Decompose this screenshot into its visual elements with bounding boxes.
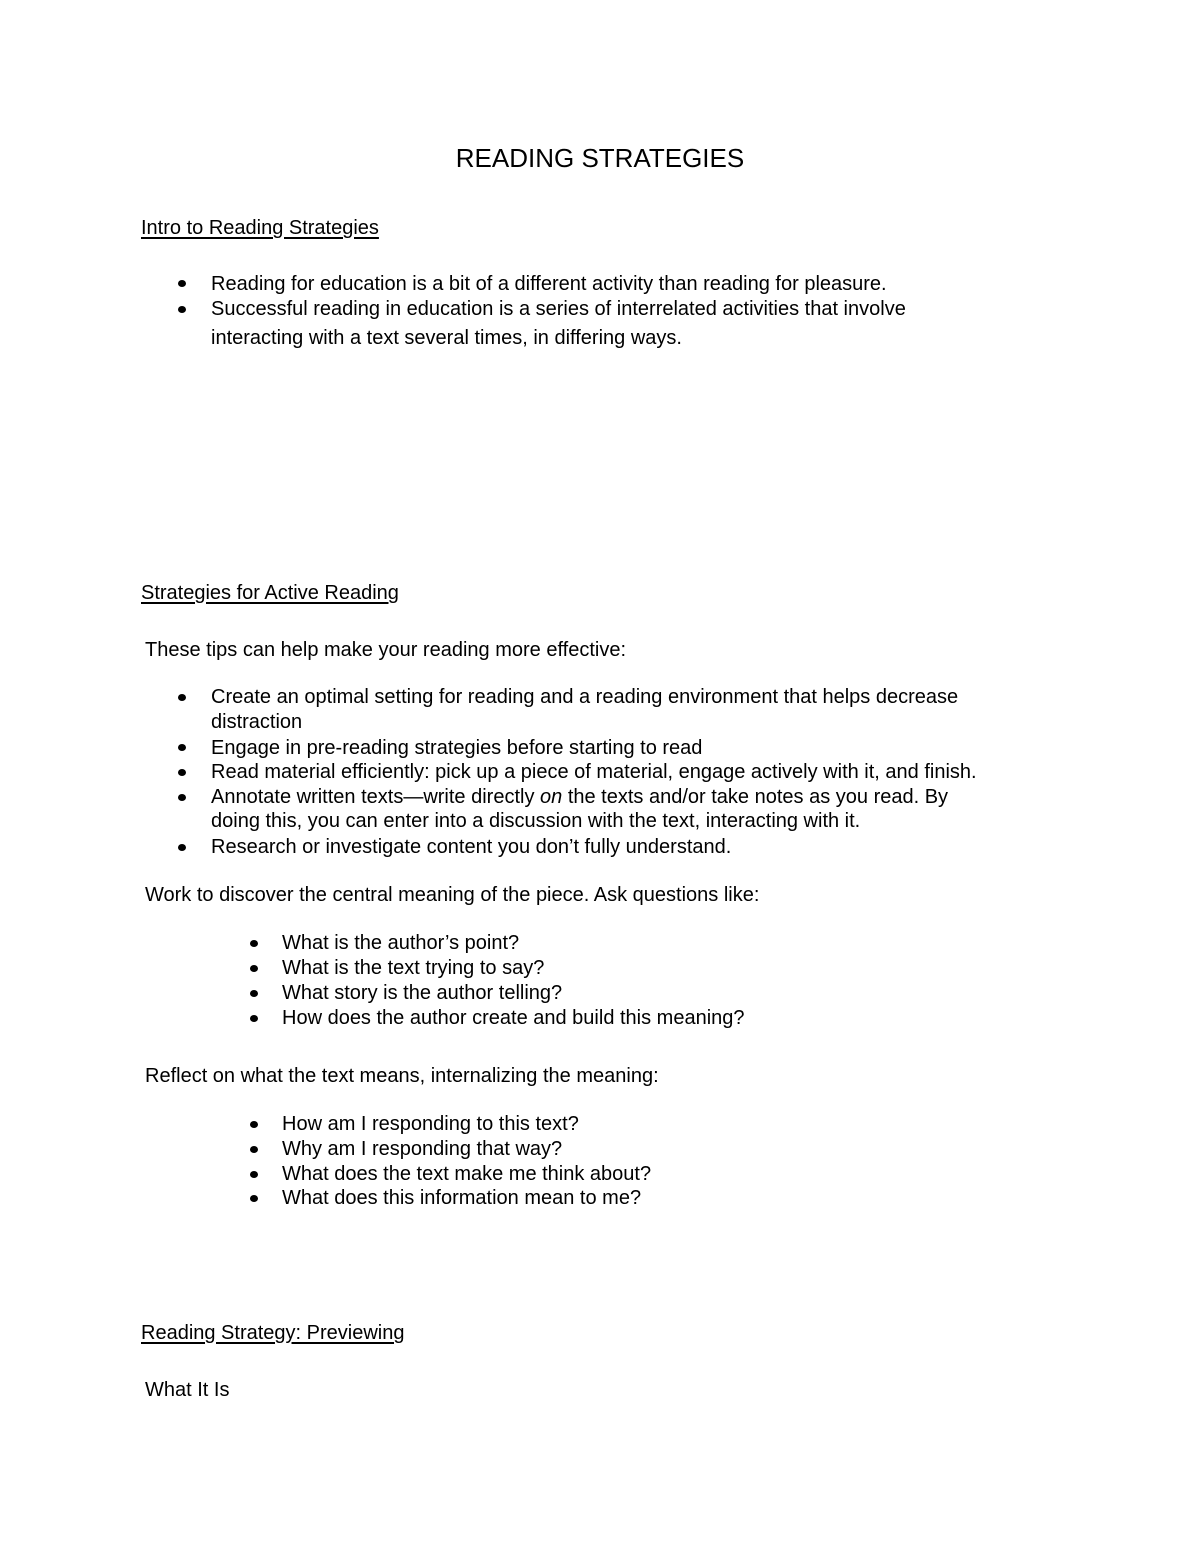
bullet-icon [250, 1146, 258, 1153]
list-item: Create an optimal setting for reading and a reading environment that helps decrease [211, 686, 959, 708]
list-item: Successful reading in education is a series of interrelated activities that involve [211, 298, 906, 320]
bullet-icon [250, 940, 258, 947]
subheading-what-it-is: What It Is [145, 1379, 230, 1401]
document-title: READING STRATEGIES [455, 143, 745, 173]
list-item [211, 785, 948, 809]
tips-intro: These tips can help make your reading more effective: [145, 639, 626, 661]
list-item-continuation: interacting with a text several times, in differing ways. [211, 327, 682, 349]
list-item: What does this information mean to me? [282, 1187, 642, 1209]
list-item: Why am I responding that way? [282, 1138, 563, 1160]
emphasis-text: on [540, 786, 563, 808]
list-item: Research or investigate content you don’t fully understand. [211, 836, 732, 858]
reflect-intro: Reflect on what the text means, internalizing the meaning: [145, 1065, 659, 1087]
bullet-icon [178, 694, 186, 701]
section-heading-previewing: Reading Strategy: Previewing [141, 1322, 405, 1344]
bullet-icon [250, 990, 258, 997]
tip-text: Annotate written texts—write directly [211, 786, 541, 808]
list-item: Engage in pre-reading strategies before starting to read [211, 737, 703, 759]
list-item: What does the text make me think about? [282, 1163, 652, 1185]
bullet-icon [178, 794, 186, 801]
list-item: What story is the author telling? [282, 982, 563, 1004]
tip-text: the texts and/or take notes as you read. By [562, 786, 949, 808]
bullet-icon [178, 280, 186, 287]
meaning-intro: Work to discover the central meaning of the piece. Ask questions like: [145, 884, 760, 906]
list-item-continuation: doing this, you can enter into a discussion with the text, interacting with it. [211, 810, 861, 832]
section-heading-intro: Intro to Reading Strategies [141, 217, 379, 239]
bullet-icon [178, 769, 186, 776]
list-item: How am I responding to this text? [282, 1113, 579, 1135]
section-heading-active-reading: Strategies for Active Reading [141, 582, 399, 604]
list-item: Read material efficiently: pick up a piece of material, engage actively with it, and finish. [211, 761, 977, 783]
bullet-icon [178, 306, 186, 313]
bullet-icon [250, 965, 258, 972]
bullet-icon [178, 744, 186, 751]
bullet-icon [250, 1121, 258, 1128]
bullet-icon [178, 844, 186, 851]
list-item: What is the author’s point? [282, 932, 520, 954]
bullet-icon [250, 1171, 258, 1178]
bullet-icon [250, 1195, 258, 1202]
list-item: Reading for education is a bit of a different activity than reading for pleasure. [211, 273, 887, 295]
bullet-icon [250, 1015, 258, 1022]
list-item: How does the author create and build this meaning? [282, 1007, 745, 1029]
list-item: What is the text trying to say? [282, 957, 545, 979]
list-item-continuation: distraction [211, 711, 303, 733]
